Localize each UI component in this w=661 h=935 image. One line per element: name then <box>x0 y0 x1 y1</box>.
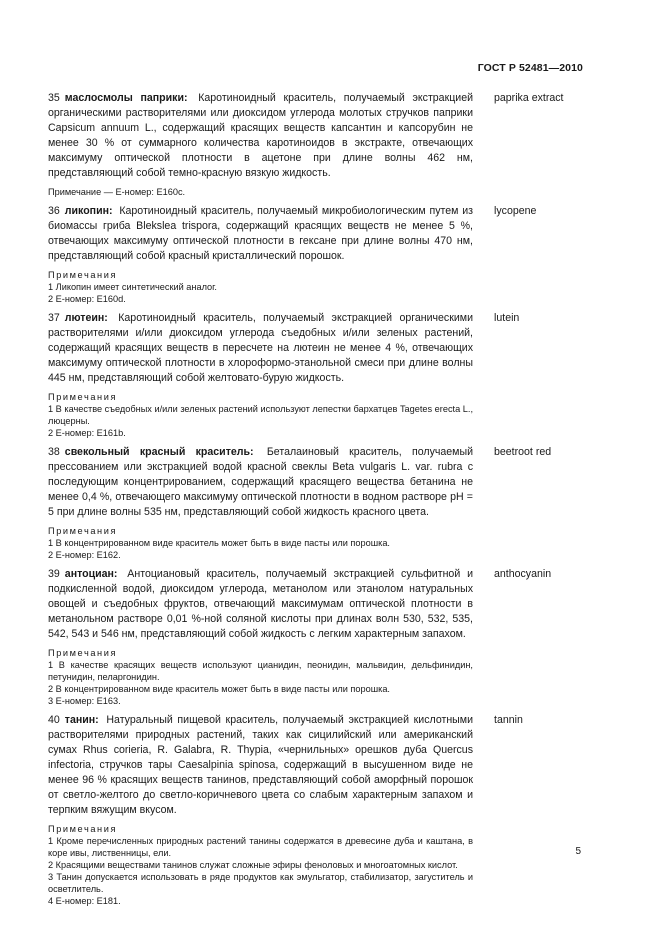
term-39 <box>48 567 588 707</box>
term-name: свекольный красный краситель: <box>64 446 254 458</box>
term-number: 37 <box>48 312 60 324</box>
term-notes <box>48 647 588 707</box>
page-number: 5 <box>575 846 581 857</box>
term-definition: Антоциановый краситель, получаемый экстракцией сульфитной и подкисленной водой, диоксидом углерода, метанолом или этанолом натуральных овощей и съедобных фруктов, отвечающий максимумам оптической плотности в метанольном растворе 0,01 %-ной соляной кислоты при длинах волн 530, 532, 535, 542, 543 и 546 нм, представляющий собой жидкость с легким характерным запахом. <box>48 568 473 640</box>
note: 1 Ликопин имеет синтетический аналог. <box>48 282 217 292</box>
note: 1 В качестве съедобных и/или зеленых растений используют лепестки бархатцев Tagetes erecta L., люцерны. <box>48 404 473 426</box>
note: 3 Е-номер: Е163. <box>48 696 121 706</box>
note: 2 Е-номер: Е160d. <box>48 294 126 304</box>
term-definition: Каротиноидный краситель, получаемый микробиологическим путем из биомассы гриба Blekslea trispora, содержащий красящих веществ не менее 5 %, отвечающих максимуму оптической плотности в гексане при длине волны 470 нм, представляющий собой красный кристаллический порошок. <box>48 205 473 262</box>
term-40 <box>48 713 588 907</box>
note: 2 Е-номер: Е162. <box>48 550 121 560</box>
note: Примечание — Е-номер: Е160с. <box>48 187 186 197</box>
notes-title: Примечания <box>48 824 118 834</box>
term-body <box>48 204 473 264</box>
term-definition: Каротиноидный краситель, получаемый экстракцией органическими растворителями или диоксидом углерода молотых стручков паприки Capsicum annuum L., содержащий красящих веществ капсантин и капсорубин не менее 30 % от суммарного количества каротиноидов в экстракте, отвечающих максимуму оптической плотности в ацетоне при длине волны 462 нм, представляющий собой темно-красную вязкую жидкость. <box>48 92 474 179</box>
term-name: антоциан: <box>64 568 118 580</box>
term-definition: Натуральный пищевой краситель, получаемый экстракцией кислотными растворителями природных растений, таких как сицилийский или американский сумах Rhus corieria, R. Galabra, R. Thypia, «чернильных» орешков дуба Quercus infectoria, стручков тары Caesalpinia spinosa, содержащий в высушенном виде не менее 96 % красящих веществ танинов, представляющий собой аморфный порошок от светло-желтого до светло-коричневого цвета со слабым характерным запахом и терпким вяжущим вкусом. <box>48 714 473 816</box>
note: 2 Е-номер: Е161b. <box>48 428 126 438</box>
term-name: маслосмолы паприки: <box>64 92 188 104</box>
term-36 <box>48 204 588 305</box>
term-body <box>48 445 473 520</box>
term-38 <box>48 445 588 561</box>
note: 2 Красящими веществами танинов служат сложные эфиры феноловых и многоатомных кислот. <box>48 860 458 870</box>
term-name: ликопин: <box>64 205 113 217</box>
notes-title: Примечания <box>48 270 118 280</box>
term-english: beetroot red <box>494 446 552 458</box>
note: 1 В концентрированном виде краситель может быть в виде пасты или порошка. <box>48 538 390 548</box>
note: 4 Е-номер: Е181. <box>48 896 121 906</box>
notes-title: Примечания <box>48 526 118 536</box>
term-notes <box>48 269 588 305</box>
term-body <box>48 567 473 642</box>
notes-title: Примечания <box>48 392 118 402</box>
term-number: 36 <box>48 205 60 217</box>
term-37 <box>48 311 588 439</box>
term-notes <box>48 186 588 198</box>
term-english: anthocyanin <box>494 568 552 580</box>
term-name: танин: <box>64 714 99 726</box>
term-number: 35 <box>48 92 60 104</box>
term-english: paprika extract <box>494 92 564 104</box>
term-notes <box>48 391 588 439</box>
term-35 <box>48 91 588 198</box>
terms-list <box>48 91 588 913</box>
term-body <box>48 311 473 386</box>
term-name: лютеин: <box>64 312 108 324</box>
term-notes <box>48 823 588 907</box>
term-number: 39 <box>48 568 60 580</box>
note: 2 В концентрированном виде краситель может быть в виде пасты или порошка. <box>48 684 390 694</box>
note: 3 Танин допускается использовать в ряде продуктов как эмульгатор, стабилизатор, загуститель и осветлитель. <box>48 872 473 894</box>
term-english: lycopene <box>494 205 537 217</box>
note: 1 В качестве красящих веществ используют цианидин, пеонидин, мальвидин, дельфинидин, петунидин, пеларгонидин. <box>48 660 473 682</box>
term-definition: Беталаиновый краситель, получаемый прессованием или экстракцией водой красной свеклы Beta vulgaris L. var. rubra с последующим концентрированием, содержащий красящего вещества бетанина не менее 0,4 %, отвечающего максимуму оптической плотности в водном растворе рН = 5 при длине волны 535 нм, представляющий собой жидкость красного цвета. <box>48 446 474 518</box>
term-definition: Каротиноидный краситель, получаемый экстракцией органическими растворителями и/или диоксидом углерода съедобных и/или зеленых растений, содержащий красящих веществ в пересчете на лютеин не менее 4 %, отвечающих максимуму оптической плотности в хлороформо-этанольной смеси при длине волны 445 нм, представляющий собой желтовато-бурую жидкость. <box>48 312 473 384</box>
document-id: ГОСТ Р 52481—2010 <box>477 62 583 74</box>
term-english: lutein <box>494 312 520 324</box>
notes-title: Примечания <box>48 648 118 658</box>
term-english: tannin <box>494 714 523 726</box>
term-body <box>48 713 473 818</box>
term-number: 38 <box>48 446 60 458</box>
term-notes <box>48 525 588 561</box>
note: 1 Кроме перечисленных природных растений танины содержатся в древесине дуба и каштана, в коре ивы, лиственницы, ели. <box>48 836 473 858</box>
term-number: 40 <box>48 714 60 726</box>
term-body <box>48 91 473 181</box>
